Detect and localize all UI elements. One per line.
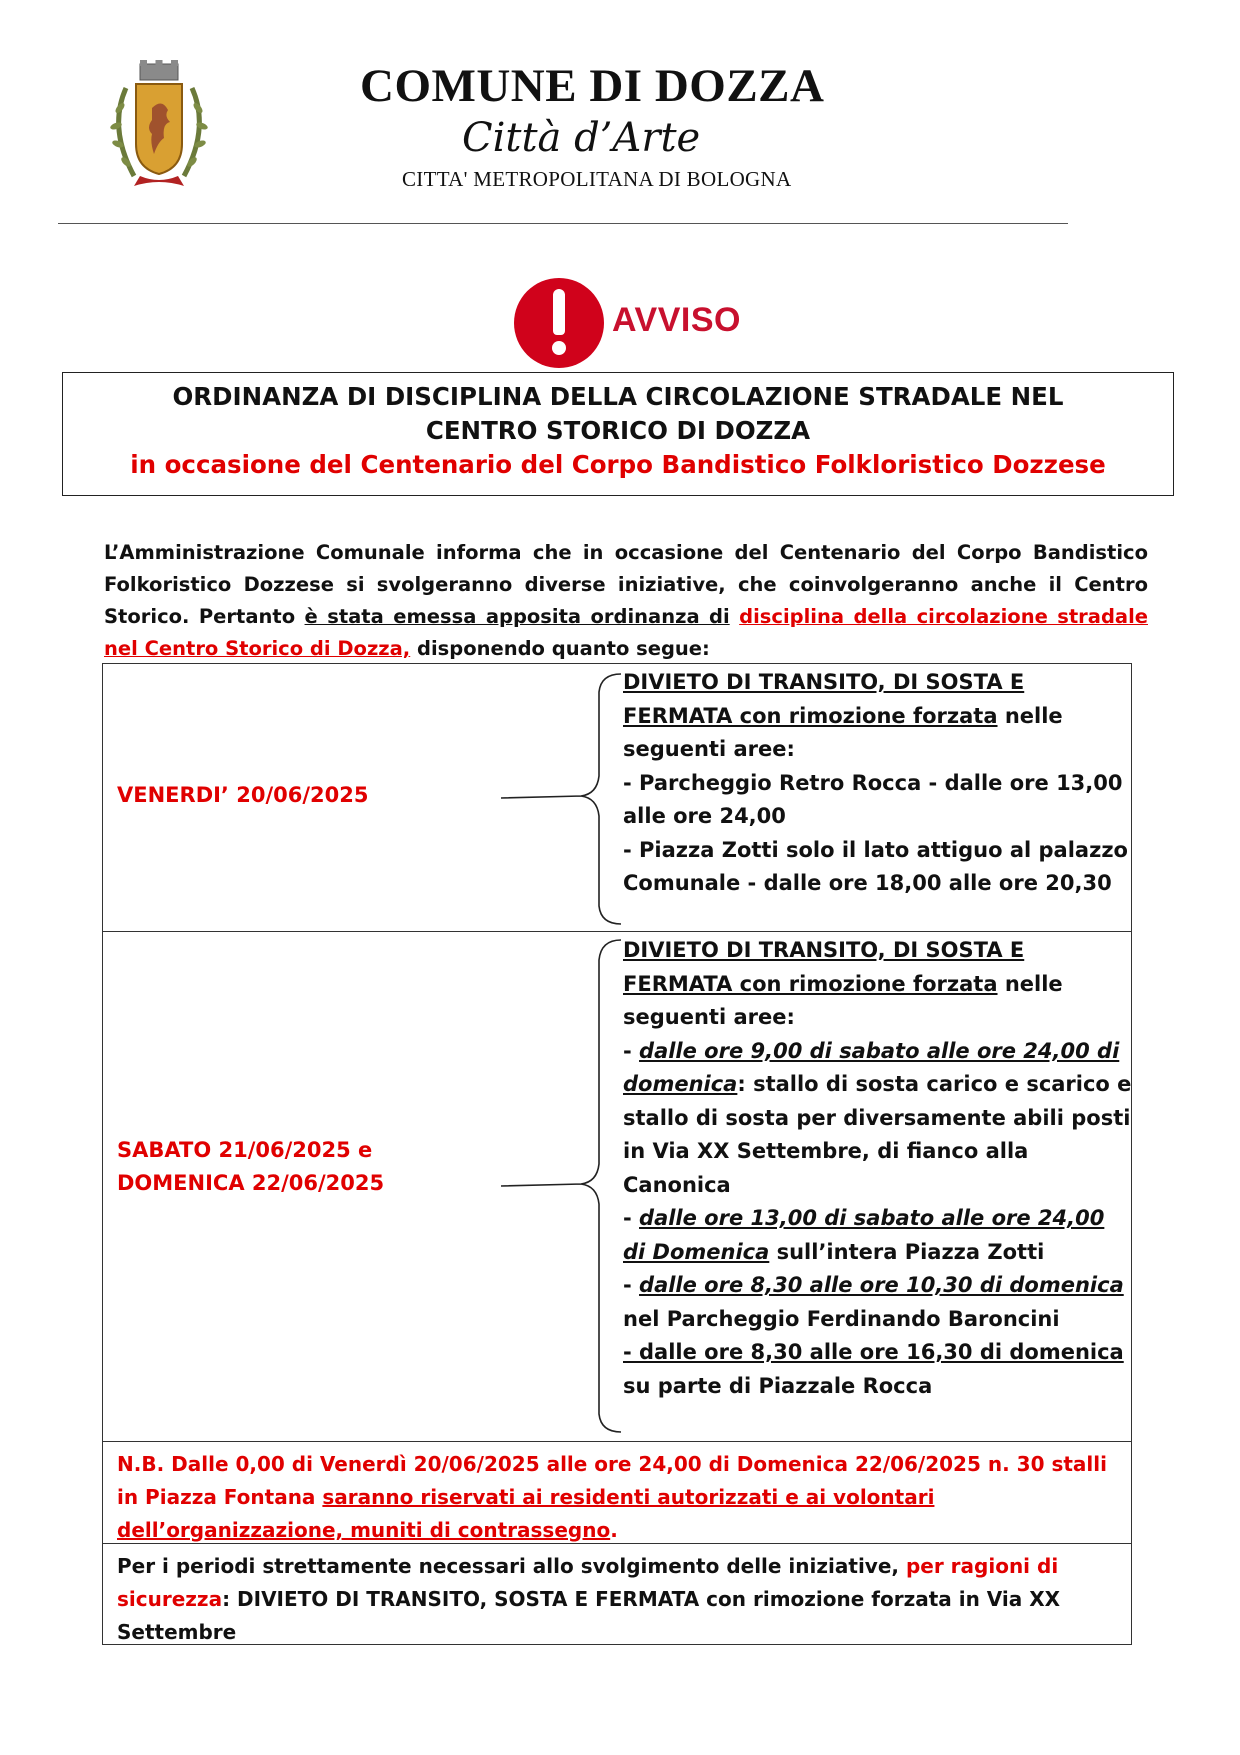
metropolitan-city-label: CITTA' METROPOLITANA DI BOLOGNA	[402, 167, 792, 191]
ordinance-title-line2: CENTRO STORICO DI DOZZA	[425, 416, 811, 445]
intro-traffic-discipline: disciplina della circolazione stradale nel Centro Storico di Dozza,	[104, 605, 1148, 660]
ordinance-title-line1: ORDINANZA DI DISCIPLINA DELLA CIRCOLAZIONE STRADALE NEL	[172, 382, 1064, 411]
date-saturday: SABATO 21/06/2025 e	[117, 1138, 373, 1162]
municipality-subtitle: Città d’Arte	[462, 115, 701, 161]
friday-rules	[623, 666, 1133, 901]
table-row	[103, 1544, 1131, 1644]
nb-note: N.B. Dalle 0,00 di Venerdì 20/06/2025 alle ore 24,00 di Domenica 22/06/2025 n. 30 stalli in Piazza Fontana saranno riservati ai residenti autorizzati e ai volontari dell’organizzazione, muniti di contrassegno.	[117, 1452, 1107, 1542]
date-friday: VENERDI’ 20/06/2025	[117, 783, 369, 807]
intro-text-end: disponendo quanto segue:	[410, 637, 710, 660]
municipality-title: COMUNE DI DOZZA	[360, 60, 825, 112]
municipal-crest-logo	[104, 58, 214, 190]
weekend-rule-item: - dalle ore 8,30 alle ore 10,30 di domenica nel Parcheggio Ferdinando Baroncini	[623, 1273, 1124, 1331]
intro-paragraph	[104, 537, 1148, 665]
header-divider	[58, 223, 1068, 224]
brace-icon	[497, 936, 627, 1436]
regulations-table	[102, 663, 1132, 1645]
date-saturday-sunday	[117, 1134, 384, 1200]
safety-note: Per i periodi strettamente necessari allo svolgimento delle iniziative, per ragioni di sicurezza: DIVIETO DI TRANSITO, SOSTA E FERMATA con rimozione forzata in Via XX Settembre	[117, 1554, 1061, 1644]
friday-rules-heading: DIVIETO DI TRANSITO, DI SOSTA E FERMATA con rimozione forzata nelle seguenti aree:	[623, 670, 1063, 761]
table-row	[103, 932, 1131, 1442]
ordinance-title-box	[62, 372, 1174, 496]
brace-icon	[497, 670, 627, 928]
weekend-rule-item: - dalle ore 8,30 alle ore 16,30 di domenica su parte di Piazzale Rocca	[623, 1340, 1124, 1398]
intro-text: L’Amministrazione Comunale informa che in occasione del Centenario del Corpo Bandistico Folkoristico Dozzese si svolgeranno diverse iniziative, che coinvolgeranno anche il Centro Storico. Pertanto	[104, 541, 1148, 628]
weekend-rule-item: - dalle ore 13,00 di sabato alle ore 24,00 di Domenica sull’intera Piazza Zotti	[623, 1206, 1105, 1264]
exclamation-icon	[514, 278, 604, 368]
weekend-rules-heading: DIVIETO DI TRANSITO, DI SOSTA E FERMATA con rimozione forzata nelle seguenti aree:	[623, 938, 1063, 1029]
intro-ordinance-issued: è stata emessa apposita ordinanza di	[304, 605, 730, 628]
friday-rule-item: - Parcheggio Retro Rocca - dalle ore 13,00 alle ore 24,00	[623, 770, 1123, 828]
weekend-rules	[623, 934, 1133, 1403]
date-sunday: DOMENICA 22/06/2025	[117, 1171, 385, 1195]
avviso-label: AVVISO	[612, 301, 741, 339]
friday-rule-item: - Piazza Zotti solo il lato attiguo al palazzo Comunale - dalle ore 18,00 alle ore 20,30	[623, 837, 1128, 895]
ordinance-occasion: in occasione del Centenario del Corpo Bandistico Folkloristico Dozzese	[130, 450, 1106, 479]
table-row	[103, 1442, 1131, 1544]
table-row	[103, 664, 1131, 932]
weekend-rule-item: - dalle ore 9,00 di sabato alle ore 24,00 di domenica: stallo di sosta carico e scarico e stallo di sosta per diversamente abili posti in Via XX Settembre, di fianco alla Canonica	[623, 1038, 1132, 1197]
